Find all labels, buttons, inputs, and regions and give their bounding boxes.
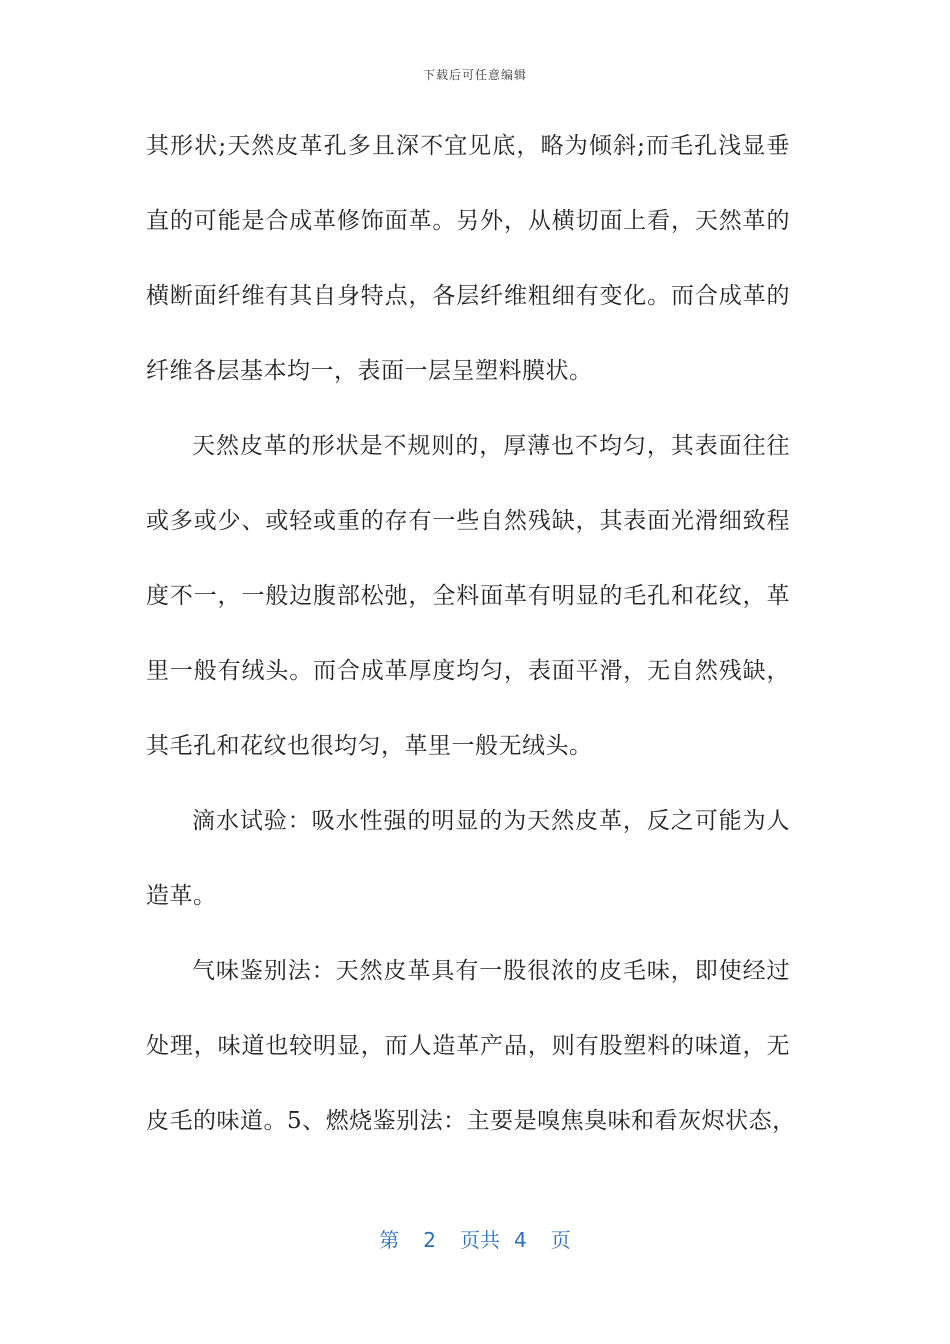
text-line: 天然皮革的形状是不规则的，厚薄也不均匀，其表面往往: [192, 433, 790, 459]
footer-current-page: 2: [423, 1228, 436, 1252]
text-line: 横断面纤维有其自身特点，各层纤维粗细有变化。而合成革的: [146, 283, 790, 309]
text-line: 滴水试验：吸水性强的明显的为天然皮革，反之可能为人: [192, 808, 790, 834]
text-line: 度不一，一般边腹部松弛，全料面革有明显的毛孔和花纹，革: [146, 583, 790, 609]
text-line: 皮毛的味道。5、燃烧鉴别法：主要是嗅焦臭味和看灰烬状态，: [146, 1108, 796, 1134]
header-note: 下载后可任意编辑: [422, 68, 527, 82]
text-line: 里一般有绒头。而合成革厚度均匀，表面平滑，无自然残缺，: [146, 658, 790, 684]
text-line: 其形状;天然皮革孔多且深不宜见底，略为倾斜;而毛孔浅显垂: [146, 133, 790, 159]
body-text: [146, 122, 796, 1172]
text-line: 其毛孔和花纹也很均匀，革里一般无绒头。: [146, 733, 593, 759]
footer-prefix: 第: [379, 1228, 400, 1252]
text-line: 直的可能是合成革修饰面革。另外，从横切面上看，天然革的: [146, 208, 790, 234]
footer-middle: 页共: [460, 1228, 500, 1252]
page-footer: [0, 1224, 950, 1253]
text-line: 造革。: [146, 883, 217, 909]
text-line: 或多或少、或轻或重的存有一些自然残缺，其表面光滑细致程: [146, 508, 790, 534]
footer-suffix: 页: [550, 1228, 571, 1252]
text-line: 气味鉴别法：天然皮革具有一股很浓的皮毛味，即使经过: [192, 958, 790, 984]
text-line: 纤维各层基本均一，表面一层呈塑料膜状。: [146, 358, 593, 384]
text-line: 处理，味道也较明显，而人造革产品，则有股塑料的味道，无: [146, 1033, 790, 1059]
footer-total-pages: 4: [514, 1228, 527, 1252]
